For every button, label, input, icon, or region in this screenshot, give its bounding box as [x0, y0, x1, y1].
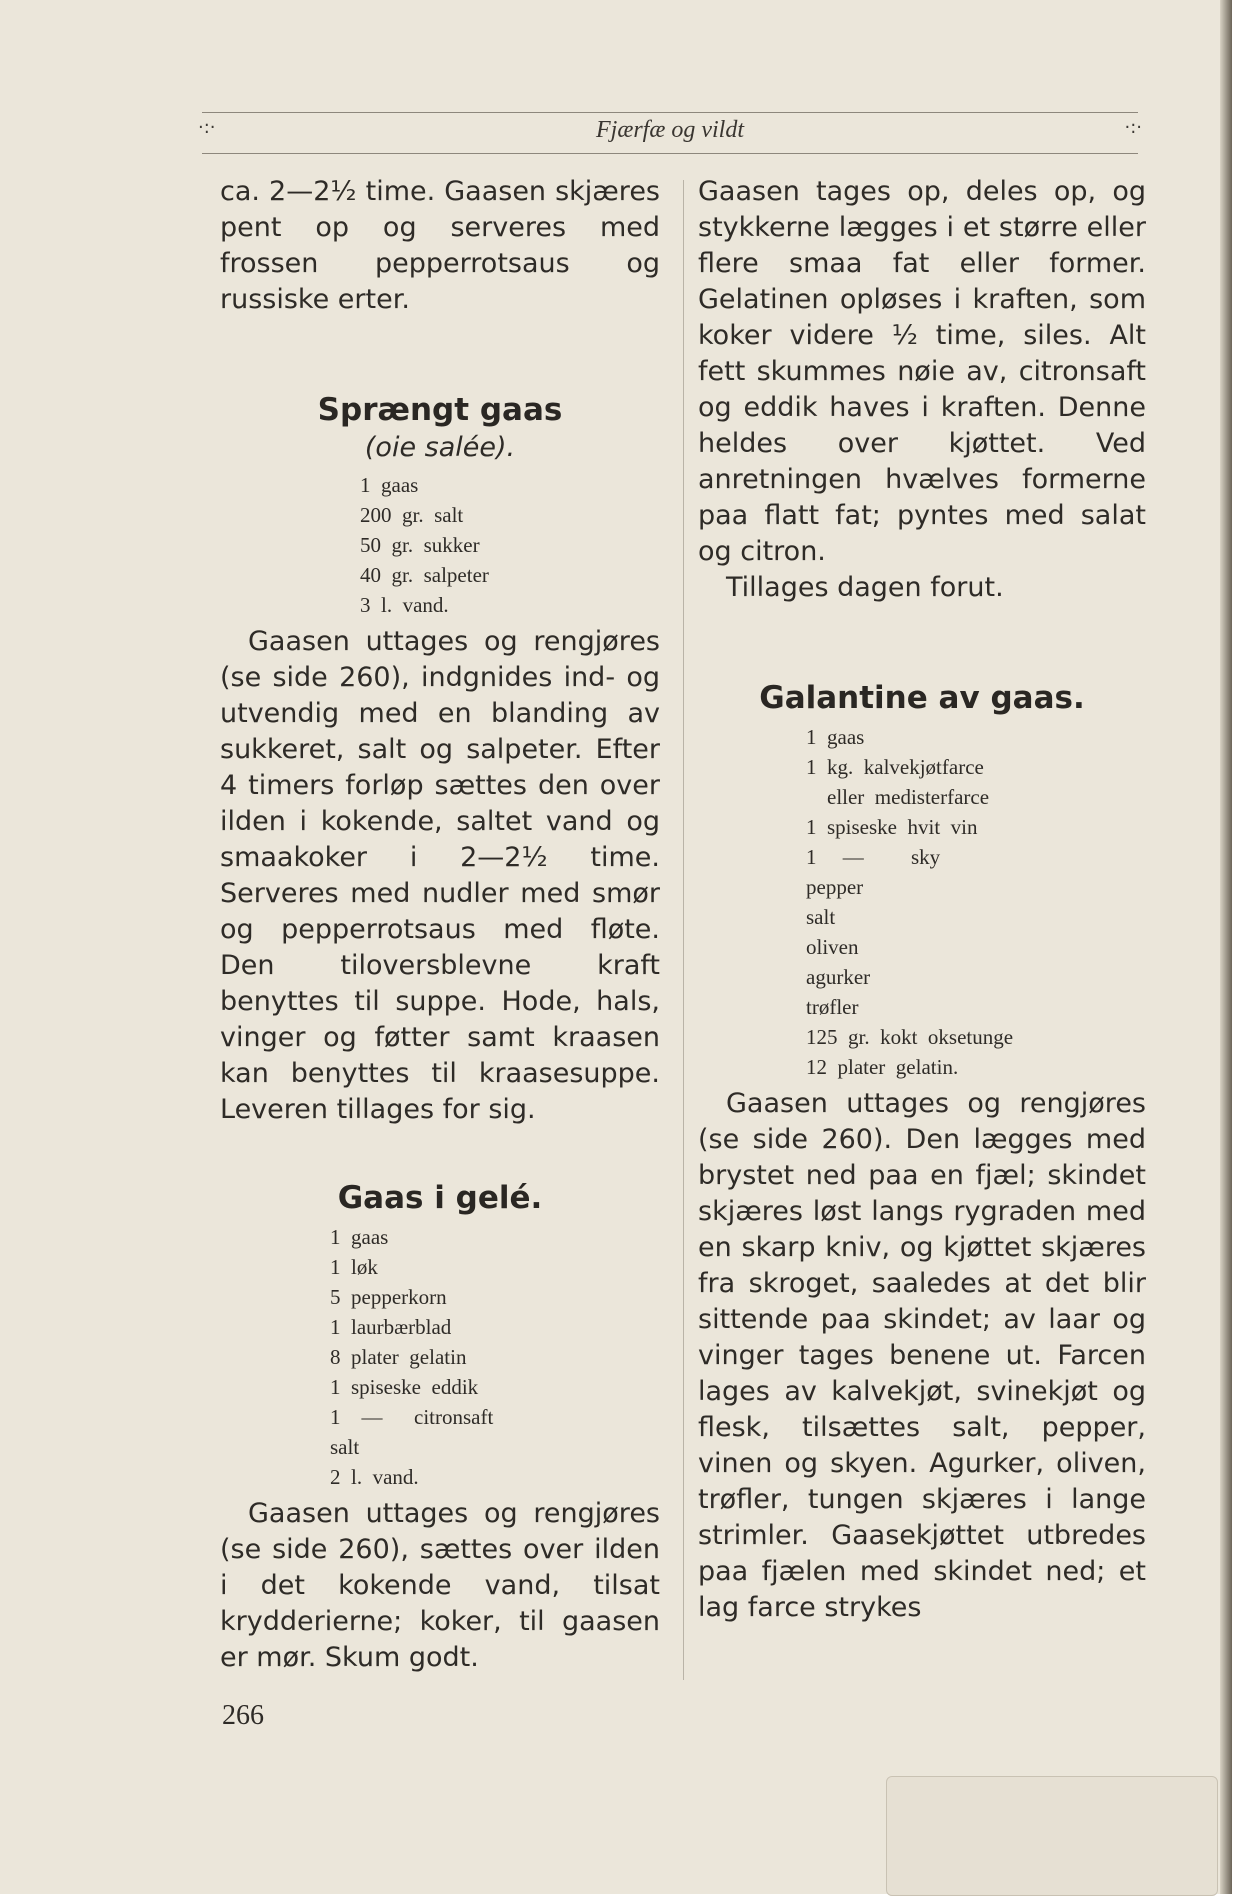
- ingredient-item: pepper: [806, 875, 864, 899]
- ingredient-item: 5 pepperkorn: [330, 1285, 447, 1309]
- right-column: [698, 174, 1146, 1626]
- ingredient-item: 3 l. vand.: [360, 593, 449, 617]
- ingredient-list-gaas-i-gele: [220, 1222, 660, 1492]
- ingredient-item: 200 gr. salt: [360, 503, 464, 527]
- ingredient-item: 1 løk: [330, 1255, 378, 1279]
- ingredient-item: 1 laurbærblad: [330, 1315, 452, 1339]
- ingredient-item: 1 spiseske hvit vin: [806, 815, 978, 839]
- ingredient-item: 1 kg. kalvekjøtfarce: [806, 755, 984, 779]
- ingredient-item: 1 gaas: [360, 473, 419, 497]
- ingredient-item: 1 — sky: [806, 845, 941, 869]
- ingredient-item: 50 gr. sukker: [360, 533, 480, 557]
- ornament-right-icon: ·:·: [1124, 117, 1142, 138]
- recipe-title-galantine: Galantine av gaas.: [759, 680, 1085, 716]
- running-header-title: Fjærfæ og vildt: [595, 117, 744, 143]
- ingredient-item: 2 l. vand.: [330, 1465, 419, 1489]
- recipe-text-spraengt-gaas: Gaasen uttages og rengjøres (se side 260), indgnides ind- og utvendig med en blanding av sukkeret, salt og salpeter. Efter 4 timers forløp sættes den over ilden i kokende, saltet vand og smaakoker i 2—2½ time. Serveres med nudler med smør og pepperrotsaus med fløte. Den tiloversblevne kraft benyttes til suppe. Hode, hals, vinger og føtter samt kraasen kan benyttes til kraasesuppe. Leveren tillages for sig.: [220, 626, 660, 1125]
- ingredient-list-spraengt-gaas: [220, 470, 660, 620]
- recipe-title-spraengt-gaas: Sprængt gaas: [317, 392, 563, 428]
- page-spine-shadow: [1220, 0, 1232, 1894]
- recipe-subtitle-oie-salee: (oie salée).: [364, 432, 516, 463]
- intro-paragraph: ca. 2—2½ time. Gaasen skjæres pent op og serveres med frossen pepperrotsaus og russiske erter.: [220, 176, 660, 315]
- recipe-title-gaas-i-gele: Gaas i gelé.: [337, 1180, 543, 1216]
- page-number: 266: [222, 1700, 264, 1731]
- ingredient-item: oliven: [806, 935, 859, 959]
- ingredient-item: 1 spiseske eddik: [330, 1375, 479, 1399]
- column-divider: [683, 180, 684, 1680]
- continuation-paragraph: Gaasen tages op, deles op, og stykkerne lægges i et større eller flere smaa fat eller former. Gelatinen opløses i kraften, som koker videre ½ time, siles. Alt fett skummes nøie av, citronsaft og eddik haves i kraften. Denne heldes over kjøttet. Ved anretningen hvælves formerne paa flatt fat; pyntes med salat og citron.: [698, 176, 1146, 567]
- running-header: [198, 112, 1142, 154]
- ingredient-item: salt: [330, 1435, 360, 1459]
- left-column: [220, 174, 660, 1676]
- page-edge-strip: [886, 1776, 1218, 1896]
- ingredient-item: 1 gaas: [330, 1225, 389, 1249]
- ingredient-item: 1 — citronsaft: [330, 1405, 494, 1429]
- recipe-text-galantine: Gaasen uttages og rengjøres (se side 260). Den lægges med brystet ned paa en fjæl; skindet skjæres løst langs rygraden med en skarp kniv, og kjøttet skjæres fra skroget, saaledes at det blir sittende paa skindet; av laar og vinger tages benene ut. Farcen lages av kalvekjøt, svinekjøt og flesk, tilsættes salt, pepper, vinen og skyen. Agurker, oliven, trøfler, tungen skjæres i lange strimler. Gaasekjøttet utbredes paa fjælen med skindet ned; et lag farce strykes: [698, 1088, 1146, 1623]
- ornament-left-icon: ·:·: [198, 117, 216, 138]
- ingredient-list-galantine: [698, 722, 1146, 1082]
- ingredient-item: agurker: [806, 965, 871, 989]
- ingredient-item: eller medisterfarce: [806, 785, 990, 809]
- ingredient-item: 125 gr. kokt oksetunge: [806, 1025, 1014, 1049]
- note-paragraph: Tillages dagen forut.: [726, 572, 1004, 603]
- ingredient-item: 1 gaas: [806, 725, 865, 749]
- ingredient-item: trøfler: [806, 995, 859, 1019]
- ingredient-item: 8 plater gelatin: [330, 1345, 467, 1369]
- ingredient-item: salt: [806, 905, 836, 929]
- ingredient-item: 12 plater gelatin.: [806, 1055, 959, 1079]
- ingredient-item: 40 gr. salpeter: [360, 563, 489, 587]
- recipe-text-gaas-i-gele: Gaasen uttages og rengjøres (se side 260), sættes over ilden i det kokende vand, tilsat krydderierne; koker, til gaasen er mør. Skum godt.: [220, 1498, 660, 1673]
